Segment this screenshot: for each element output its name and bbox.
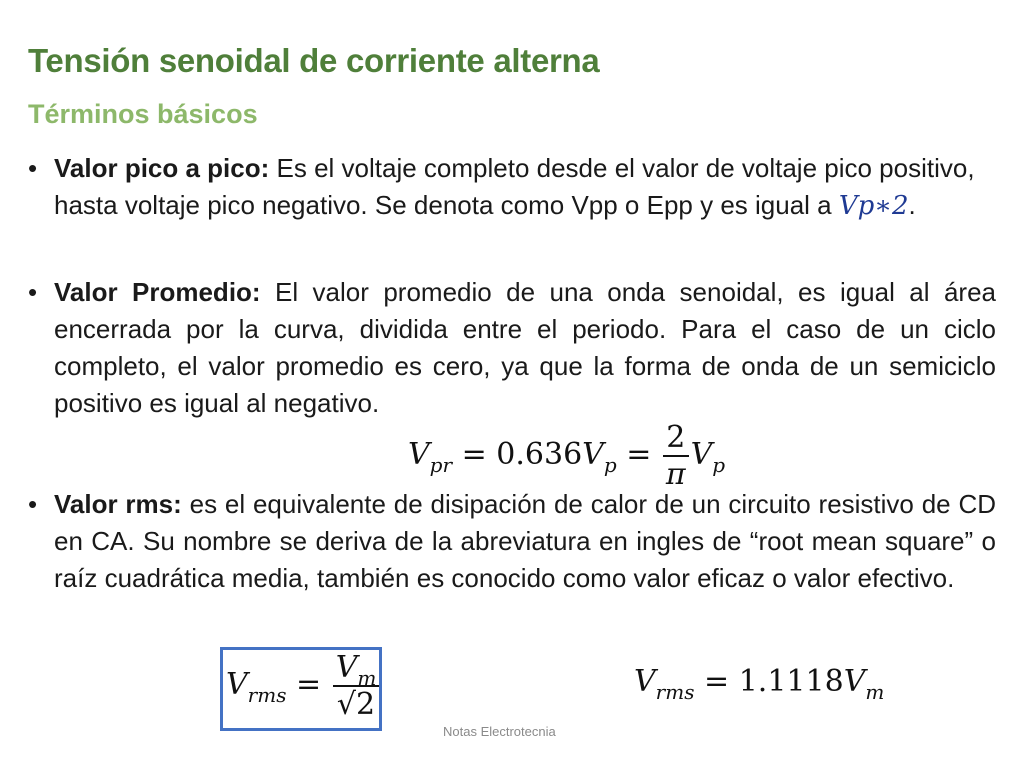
eq-symbol: V — [226, 667, 248, 702]
eq-subscript: m — [357, 666, 377, 690]
fraction-numerator — [333, 650, 380, 690]
fraction-numerator: 2 — [666, 420, 686, 455]
eq-equals: = — [626, 437, 652, 472]
fraction-denominator: √2 — [333, 685, 380, 722]
bullet-body: es el equivalente de disipación de calor de un circuito resistivo de CD en CA. Su nombre se deriva de la abreviatura en ingles de “root mean square” o raíz cuadrática media, también es conocido como valor eficaz o valor efectivo. — [54, 489, 997, 593]
bullet-dot: • — [28, 489, 38, 519]
bullet-peak-to-peak — [28, 150, 996, 225]
term-label: Valor rms: — [54, 489, 182, 519]
eq-symbol: V — [843, 664, 866, 699]
eq-symbol: V — [634, 664, 656, 699]
eq-fraction — [333, 650, 380, 722]
eq-equals: = — [461, 437, 487, 472]
eq-coefficient: 0.636 — [496, 437, 583, 472]
slide-footer: Notas Electrotecnia — [443, 724, 556, 739]
term-label: Valor pico a pico: — [54, 153, 270, 183]
fraction-denominator: π — [663, 455, 689, 492]
eq-subscript: rms — [247, 683, 287, 707]
equation-average — [408, 420, 725, 492]
slide-title: Tensión senoidal de corriente alterna — [28, 42, 600, 79]
bullet-average-value — [28, 274, 996, 422]
eq-symbol: V — [582, 437, 604, 472]
bullet-rms-value — [28, 486, 996, 597]
eq-symbol: V — [408, 437, 430, 472]
bullet-text — [54, 486, 996, 597]
equation-rms-factor — [634, 664, 885, 704]
equation-rms-boxed — [226, 650, 381, 722]
eq-subscript: m — [865, 680, 885, 704]
slide-subtitle: Términos básicos — [28, 99, 258, 129]
bullet-text — [54, 274, 996, 422]
eq-subscript: p — [603, 453, 617, 477]
eq-fraction — [663, 420, 689, 492]
bullet-end: . — [908, 190, 916, 220]
eq-equals: = — [704, 664, 730, 699]
bullet-dot: • — [28, 277, 38, 307]
eq-equals: = — [296, 667, 322, 702]
bullet-body: Es el voltaje completo desde el valor de voltaje pico positivo, hasta voltaje pico negativo. Se denota como Vpp o Epp y es igual a — [54, 153, 975, 220]
term-label: Valor Promedio: — [54, 277, 261, 307]
eq-symbol: V — [335, 650, 358, 685]
bullet-body: El valor promedio de una onda senoidal, es igual al área encerrada por la curva, dividida entre el periodo. Para el caso de un ciclo completo, el valor promedio es cero, ya que la forma de onda de un semiciclo positivo es igual al negativo. — [54, 277, 996, 418]
eq-subscript: pr — [429, 453, 453, 477]
eq-coefficient: 1.1118 — [738, 664, 844, 699]
eq-subscript: p — [712, 453, 726, 477]
bullet-text — [54, 150, 996, 225]
inline-math: Vp∗2 — [838, 191, 909, 221]
eq-subscript: rms — [655, 680, 695, 704]
eq-symbol: V — [690, 437, 713, 472]
bullet-dot: • — [28, 153, 38, 183]
